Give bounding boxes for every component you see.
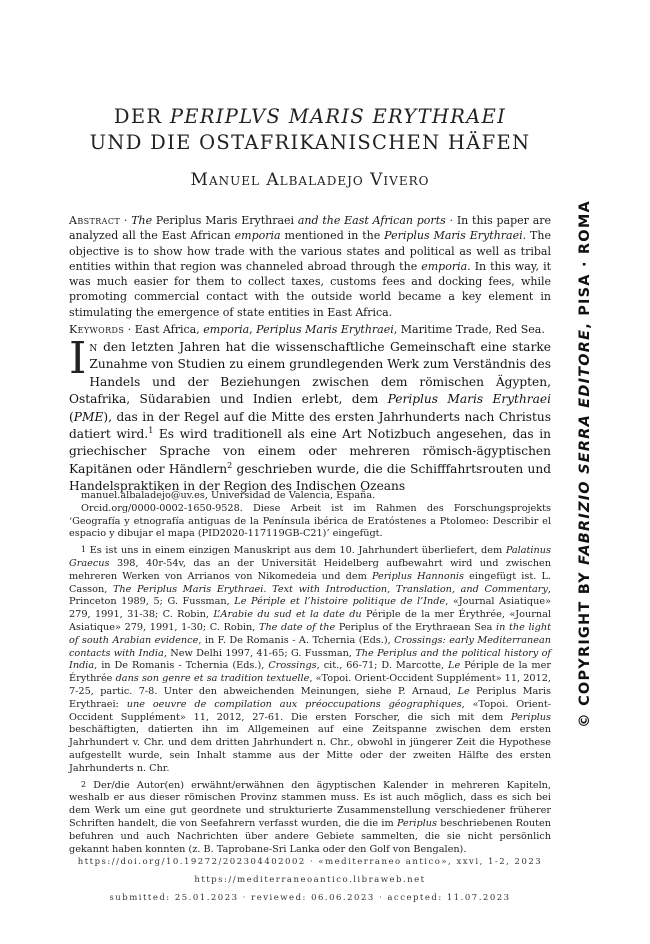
body-run: ( bbox=[69, 409, 74, 424]
note-run: , in De Romanis - Tchernia (Eds.), bbox=[94, 660, 269, 672]
footnote-ref-1[interactable]: 1 bbox=[148, 426, 154, 436]
keyword-run: , bbox=[249, 323, 257, 337]
keyword-run: , Maritime Trade, Red Sea. bbox=[393, 323, 545, 337]
body-text bbox=[69, 333, 552, 496]
body-run: geschrieben wurde, die die Schifffahrtsrouten und Handelspraktiken in der Region des Indischen Ozeans bbox=[69, 461, 552, 494]
note-run: Le Périple et l’histoire politique de l’Inde bbox=[234, 596, 446, 608]
abstract-run: mentioned in the bbox=[280, 229, 385, 243]
abstract-label: Abstract bbox=[69, 214, 121, 227]
note-run: , New Delhi 1997, 41-65; G. Fussman, bbox=[163, 647, 356, 659]
title-line-2: UND DIE OSTAFRIKANISCHEN HÄFEN bbox=[89, 131, 531, 154]
doi-line[interactable]: https://doi.org/10.19272/202304402002 · «mediterraneo antico», xxvi, 1-2, 2023 bbox=[77, 857, 543, 867]
abstract-title-part: The bbox=[131, 214, 153, 227]
note-run: , in F. De Romanis - A. Tchernia (Eds.), bbox=[198, 634, 395, 646]
note-run: , «Journal Asiatique» 279, 1991, 31-38; C. Robin, bbox=[69, 596, 551, 621]
note-run: Es ist uns in einem einzigen Manuskript aus dem 10. Jahrhundert überliefert, dem bbox=[86, 545, 506, 557]
footnotes bbox=[69, 490, 551, 856]
note-run: Périple de la mer Érythrée, «Journal Asiatique» 279, 1991, 1-30; C. Robin, bbox=[69, 609, 551, 633]
body-paragraph bbox=[69, 333, 552, 496]
copyright-run: © COPYRIGHT BY bbox=[577, 564, 593, 728]
note-run: , Princeton 1989, 5; G. Fussman, bbox=[69, 583, 551, 608]
abstract-sep: · bbox=[120, 214, 132, 227]
keyword-run: East Africa, bbox=[134, 323, 204, 337]
note-run: The date of the bbox=[258, 621, 336, 633]
body-run: Es wird traditionell als eine Art Notizbuch angesehen, das in griechischer Sprache von einem oder mehreren römisch-ägyptischen Kapitänen oder Händlern bbox=[69, 427, 551, 476]
note-run: dans son genre et sa tradition textuelle bbox=[115, 673, 310, 685]
keyword-run: Periplus Maris Erythraei bbox=[256, 323, 394, 337]
footnote-2 bbox=[69, 780, 551, 857]
footnote-1 bbox=[69, 545, 551, 775]
abstract-run: · In this paper are analyzed all the East African bbox=[69, 214, 552, 243]
abstract-title-part: Periplus Maris Erythraei bbox=[155, 214, 295, 227]
abstract-text bbox=[69, 213, 551, 320]
submission-dates: submitted: 25.01.2023 · reviewed: 06.06.2023 · accepted: 11.07.2023 bbox=[109, 893, 511, 903]
copyright-run: , PISA · ROMA bbox=[577, 200, 593, 329]
note-run: eingefügt ist. L. Casson, bbox=[69, 570, 552, 595]
keywords bbox=[69, 322, 551, 337]
note-run: , cit., 66-71; D. Marcotte, bbox=[316, 660, 449, 672]
copyright-text bbox=[577, 200, 593, 728]
body-run: den letzten Jahren hat die wissenschaftliche Gemeinschaft eine starke Zunahme von Studien zu einem grundlegenden Werk zum Verständnis des Handels und der Beziehungen zwischen dem römischen Ägypten, Ostafrika, Südarabien und Indien erlebt, dem bbox=[69, 340, 551, 407]
note-run: beschäftigten, datierten ihn im Allgemeinen auf eine Zeitspanne zwischen dem ersten Jahrhundert v. Chr. und dem dritten Jahrhundert n. Chr., obwohl in jüngerer Zeit die Hypothese aufgestellt wurde, sein Inhalt stamme aus der Mitte oder der zweiten Hälfte des ersten Jahrhunderts n. Chr. bbox=[69, 724, 551, 774]
keywords-sep: · bbox=[124, 323, 135, 337]
note-run: The Periplus Maris Erythraei. Text with Introduction, Translation, and Commentary bbox=[112, 583, 548, 595]
copyright-sidebar bbox=[574, 200, 596, 728]
note-run: The Periplus and the political history of India bbox=[69, 647, 552, 672]
note-run: Palatinus Graecus bbox=[69, 545, 551, 569]
note-run: Crossings: early Mediterranean contacts with India bbox=[69, 634, 551, 659]
note-run: Periplus bbox=[510, 711, 551, 723]
abstract-block bbox=[69, 213, 551, 337]
abstract-run: emporia bbox=[234, 229, 281, 243]
author-email: manuel.albaladejo@uv.es, Universidad de Valencia, España. bbox=[81, 490, 376, 501]
note-run: beschriebenen Routen befuhren und auch Nachrichten über andere Gebiete sammelten, die sie nicht persönlich gekannt haben konnten (z. B. Taprobane-Sri Lanka oder den Golf von Bengalen). bbox=[69, 817, 551, 855]
article-title bbox=[40, 104, 580, 156]
footnote-number: 1 bbox=[81, 545, 87, 555]
note-run: Crossings bbox=[268, 660, 317, 672]
note-run: 398, 40r-54v, das an der Universität Heidelberg aufbewahrt wird und zwischen mehreren Werken von Arrianos von Nikomedeia und dem bbox=[69, 557, 551, 582]
body-run: Periplus Maris Erythraei bbox=[387, 392, 551, 407]
note-run: , «Topoi. Orient-Occident Supplément» 11, 2012, 27-61. Die ersten Forscher, die sich mit dem bbox=[69, 698, 552, 723]
body-run: n bbox=[89, 340, 98, 354]
body-run: PME bbox=[73, 409, 104, 424]
title-prefix: DER bbox=[113, 105, 170, 128]
note-run: Periplus Maris Erythraei: bbox=[69, 685, 551, 710]
abstract-run: In this way, it was much easier for them to collect taxes, customs fees and docking fees, while promoting commercial contact with the outside world became a key element in stimulating the emergence of state entities in East Africa. bbox=[69, 259, 552, 319]
note-run: Periplus Hannonis bbox=[371, 570, 465, 582]
title-italic: PERIPLVS MARIS ERYTHRAEI bbox=[169, 105, 507, 128]
abstract-title-part: and the East African ports bbox=[297, 214, 446, 227]
note-run: , «Topoi. Orient-Occident Supplément» 11, 2012, 7-25, partic. 7-8. Unter den abweichenden Meinungen, siehe P. Arnaud, bbox=[69, 673, 552, 697]
abstract-run: Periplus Maris Erythraei. bbox=[384, 229, 527, 243]
title-line-1 bbox=[40, 104, 580, 130]
note-run: in the light of south Arabian evidence bbox=[69, 621, 551, 646]
abstract-run: The objective is to show how trade with the various states and political as well as tribal entities within that region was channeled abroad through the bbox=[69, 229, 551, 273]
abstract-run: emporia. bbox=[421, 259, 471, 273]
copyright-run: FABRIZIO SERRA EDITORE bbox=[577, 328, 593, 565]
note-run: Périple de la mer Érythrée bbox=[69, 660, 551, 685]
keywords-label: Keywords bbox=[69, 323, 125, 337]
drop-cap: I bbox=[69, 333, 87, 384]
keyword-run: emporia bbox=[203, 323, 250, 337]
author-name: Manuel Albaladejo Vivero bbox=[190, 170, 430, 190]
note-run: Le bbox=[448, 660, 461, 672]
note-run: Le bbox=[457, 685, 470, 697]
body-run: ), das in der Regel auf die Mitte des ersten Jahrhunderts nach Christus datiert wird. bbox=[69, 409, 551, 442]
note-run: une oeuvre de compilation aux préoccupations géographiques bbox=[126, 698, 462, 710]
footnote-ref-2[interactable]: 2 bbox=[227, 460, 233, 470]
note-run: L’Arabie du sud et la date du bbox=[213, 609, 362, 621]
note-run: Periplus of the Erythraean Sea bbox=[335, 621, 496, 633]
orcid-note: Orcid.org/0000-0002-1650-9528. Diese Arbeit ist im Rahmen des Forschungsprojekts ‘Geografía y etnografía antiguas de la Península ibérica de Eratóstenes a Ptolomeo: Describir el espacio y dibujar el mapa (PID2020-117119GB-C21)’ eingefügt. bbox=[69, 502, 551, 540]
note-run: Periplus bbox=[396, 817, 437, 829]
note-run: Der/die Autor(en) erwähnt/erwähnen den ägyptischen Kalender in mehreren Kapiteln, weshalb er aus dieser römischen Provinz stammen muss. Es ist auch möglich, dass es sich bei dem Werk um eine gut geordnete und strukturierte Zusammenstellung verschiedener früherer Schriften handelt, die von Seefahrern verfasst wurden, die die im bbox=[69, 779, 551, 829]
footnote-number: 2 bbox=[81, 779, 87, 789]
journal-url[interactable]: https://mediterraneoantico.libraweb.net bbox=[194, 875, 426, 885]
